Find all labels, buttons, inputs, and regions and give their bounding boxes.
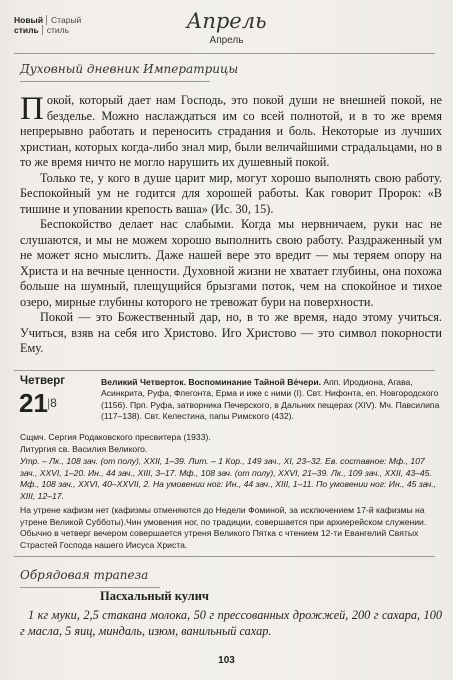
meal-section-title: Обрядовая трапеза xyxy=(20,568,149,582)
saints-commemoration: Великий Четверток. Воспоминание Тайной Ве́чери. Апп. Иродиона, Агава, Асинкрита, Руфа, Флегонта, Ерма и иже с ними (I). Свт. Нифонта, еп. Новгородского (1156). Прп. Руфа, затворника Печерского, в Дальних пещерах (XIV). Мч. Павсилипа (117–138). Свт. Келестина, папы Римского (432). xyxy=(101,377,440,422)
month-subtitle: Апрель xyxy=(209,35,244,46)
diary-paragraph: Покой, который дает нам Господь, это покой души не внешней покой, не безделье. Можно наслаждаться им со всей полнотой, и в то же время непрерывно работать и переносить страдания и боль. Некоторые из лучших христиан, которых когда-либо знал мир, были величайшими страдальцами, но в то же время ничто не могло нарушить их душевный покой. xyxy=(20,91,442,169)
scripture-readings: Утр. – Лк., 108 зач. (от полу), XXII, 1–39. Лит. – 1 Кор., 149 зач., XI, 23–32. Ев. составное: Мф., 107 зач., XXVI, 1–20. Ин., 44 зач., XIII, 3–17. Мф., 108 зач. (от полу), XXVI, 21–39. Лк., 109 зач., XXII, 43–45. Мф., 108 зач., XXVI, 40–XXVII, 2. На умовении ног: Ин., 44 зач., XIII, 1–11. По умовении ног: Ин., 45 зач., XIII, 12–17. xyxy=(20,456,437,501)
diary-title-underline xyxy=(20,81,210,82)
feast-title: Великий Четверток. Воспоминание Тайной Ве́чери. xyxy=(101,377,321,387)
month-title: Апрель xyxy=(186,9,267,33)
saints-line-2: Сщмч. Сергия Родаковского пресвитера (1933). xyxy=(20,432,211,442)
liturgy-line: Литургия св. Василия Великого. xyxy=(20,444,148,454)
old-style-label-2: стиль xyxy=(42,25,69,35)
old-style-day: |8 xyxy=(47,396,57,410)
diary-paragraph: Беспокойство делает нас слабыми. Когда мы нервничаем, руки нас не слушаются, и мы не можем хорошо выполнить свою работу. Раздраженный ум не может ясно мыслить. Даже нашей вере это вредит — мы теряем опору на Христа и на вечные ценности. Духовной жизни не хватает глубины, она похожа больше на шумный, плещущийся брызгами поток, чем на спокойное и тихое озеро, мирные глубины которого не тревожат бури на поверхности. xyxy=(20,217,442,309)
diary-text xyxy=(20,93,442,357)
old-style-label: Старый xyxy=(46,15,81,25)
page-number: 103 xyxy=(218,655,235,666)
meal-title-underline xyxy=(20,587,160,588)
drop-cap: П xyxy=(20,91,44,127)
day-number: 21 xyxy=(19,388,48,418)
diary-paragraph: Только те, у кого в душе царит мир, могут хорошо выполнять свою работу. Беспокойный ум не годится для хорошей работы. Как говорит Пророк: «В тишине и уповании крепость ваша» (Ис. 30, 15). xyxy=(20,170,442,216)
service-notes: На утрене кафизм нет (кафизмы отменяются до Недели Фоминой, за исключением 17-й кафизмы на утрене Великой Субботы).Чин умовения ног, по традиции, совершается при архиерейском служении. Обычно в четверг вечером совершается утреня Великого Пятка с чтением 12-ти Евангелий Святых Страстей Господа нашего Иисуса Христа. xyxy=(20,505,427,550)
new-style-label-2: стиль xyxy=(14,25,39,35)
weekday-label: Четверг xyxy=(20,375,66,387)
meal-divider xyxy=(14,556,435,557)
header-divider xyxy=(14,53,435,54)
recipe-ingredients: 1 кг муки, 2,5 стакана молока, 50 г прессованных дрожжей, 200 г сахара, 100 г масла, 5 яиц, миндаль, изюм, ванильный сахар. xyxy=(20,608,442,638)
diary-section-title: Духовный дневник Императрицы xyxy=(20,62,239,76)
day-divider xyxy=(14,370,435,371)
diary-paragraph: Покой — это Божественный дар, но, в то же время, надо этому учиться. Учиться, взяв на себя иго Христово. Иго Христово — это символ покорности Ему. xyxy=(20,310,442,355)
recipe-title: Пасхальный кулич xyxy=(100,589,209,603)
new-style-label: Новый xyxy=(14,15,44,25)
